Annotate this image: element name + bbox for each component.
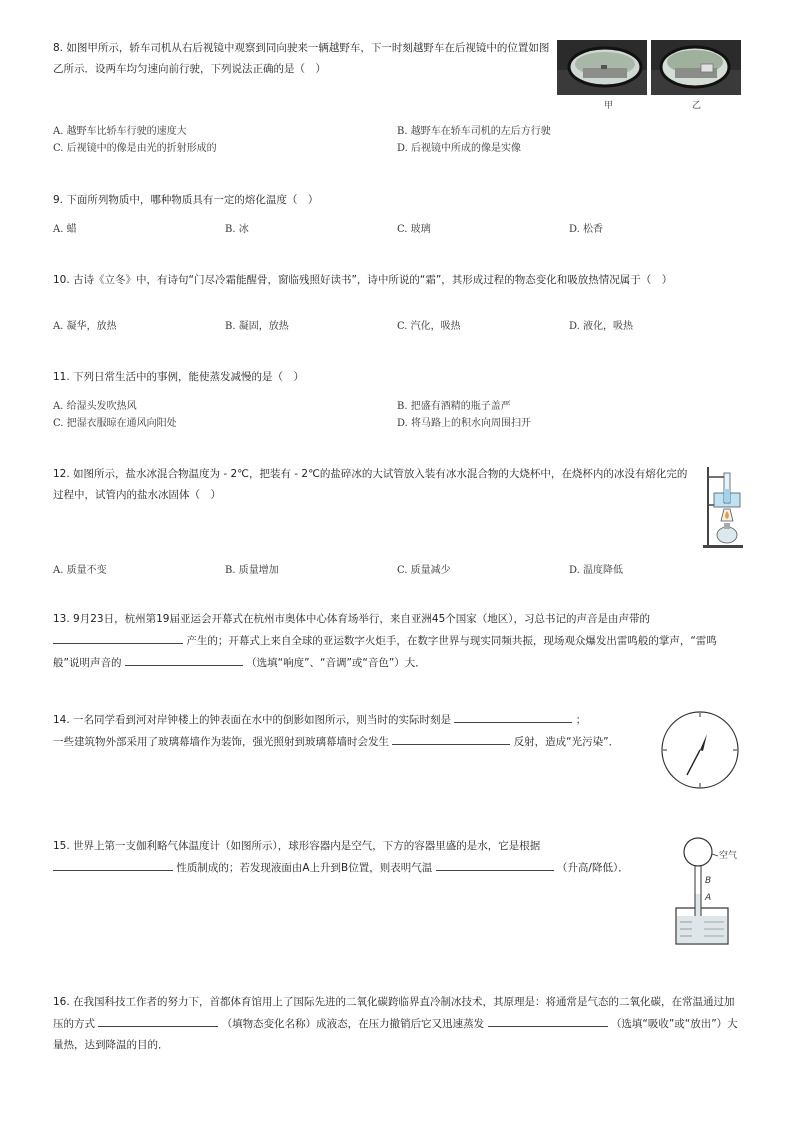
q15-text-1: 15. 世界上第一支伽利略气体温度计（如图所示），球形容器内是空气，下方的容器里盛的是水，它是根据 xyxy=(53,840,541,852)
figure-label-jia: 甲 xyxy=(604,101,614,111)
question-8-stem: 8. 如图甲所示，轿车司机从右后视镜中观察到同向驶来一辆越野车，下一时刻越野车在后视镜中的位置如图乙所示．设两车均匀速向前行驶，下列说法正确的是（ ） xyxy=(53,42,550,75)
q9-option-d[interactable]: D. 松香 xyxy=(569,224,604,235)
q11-option-d[interactable]: D. 将马路上的积水向周围扫开 xyxy=(397,418,532,429)
beaker-apparatus-figure xyxy=(700,465,745,550)
q10-option-a[interactable]: A. 凝华，放热 xyxy=(53,321,117,332)
q16-blank-1[interactable] xyxy=(98,1013,218,1027)
q10-option-d[interactable]: D. 液化，吸热 xyxy=(569,321,634,332)
q11-option-a[interactable]: A. 给湿头发吹热风 xyxy=(53,401,137,412)
q10-option-c[interactable]: C. 汽化，吸热 xyxy=(397,321,461,332)
q14-text-2: ； xyxy=(575,714,587,726)
question-9-stem: 9. 下面所列物质中，哪种物质具有一定的熔化温度（ ） xyxy=(53,194,319,206)
q13-text-3: （选填“响度”、“音调”或“音色”）大． xyxy=(246,657,426,669)
question-16-stem xyxy=(53,992,743,1056)
q13-blank-2[interactable] xyxy=(125,652,243,666)
q12-option-b[interactable]: B. 质量增加 xyxy=(225,565,279,576)
q9-option-c[interactable]: C. 玻璃 xyxy=(397,224,431,235)
q8-option-b[interactable]: B. 越野车在轿车司机的左后方行驶 xyxy=(397,126,551,137)
q8-option-a[interactable]: A. 越野车比轿车行驶的速度大 xyxy=(53,126,187,137)
question-15-stem xyxy=(53,836,663,879)
clock-reflection-figure xyxy=(659,709,741,791)
q13-text-2: 产生的；开幕式上来自全球的亚运数字火炬手，在数字世界与现实同频共振，现场观众爆发出雷鸣般的掌声，“雷鸣般”说明声音的 xyxy=(53,635,717,669)
q8-option-c[interactable]: C. 后视镜中的像是由光的折射形成的 xyxy=(53,143,217,154)
mirror-figure-yi xyxy=(651,40,741,95)
q15-text-3: （升高/降低）． xyxy=(556,862,629,874)
q12-option-c[interactable]: C. 质量减少 xyxy=(397,565,451,576)
question-14-stem xyxy=(53,709,653,753)
q12-option-a[interactable]: A. 质量不变 xyxy=(53,565,107,576)
question-11-stem: 11. 下列日常生活中的事例，能使蒸发减慢的是（ ） xyxy=(53,371,305,383)
q14-text-4: 反射，造成“光污染”． xyxy=(513,736,620,748)
q14-text-3: 一些建筑物外部采用了玻璃幕墙作为装饰，强光照射到玻璃幕墙时会发生 xyxy=(53,736,389,748)
label-air: 空气 xyxy=(719,851,738,861)
q16-text-1: 16. 在我国科技工作者的努力下，首都体育馆用上了国际先进的二氧化碳跨临界直冷制冰技术，其原理是：将通常是气态的二氧化碳，在常温通过加压的方式 xyxy=(53,996,735,1030)
label-a: A xyxy=(705,893,712,903)
q15-blank-2[interactable] xyxy=(436,857,554,871)
q16-blank-2[interactable] xyxy=(488,1013,608,1027)
figure-label-yi: 乙 xyxy=(692,101,702,111)
question-13-stem xyxy=(53,609,743,674)
q11-option-c[interactable]: C. 把湿衣服晾在通风向阳处 xyxy=(53,418,177,429)
q16-text-2: （填物态变化名称）成液态，在压力撤销后它又迅速蒸发 xyxy=(221,1018,485,1030)
q14-blank-2[interactable] xyxy=(392,731,510,745)
question-12-stem: 12. 如图所示，盐水冰混合物温度为 - 2℃，把装有 - 2℃的盐碎冰的大试管放入装有冰水混合物的大烧杯中，在烧杯内的冰没有熔化完的过程中，试管内的盐水冰固体（ ） xyxy=(53,468,688,501)
q11-option-b[interactable]: B. 把盛有酒精的瓶子盖严 xyxy=(397,401,511,412)
q13-text-1: 13. 9月23日，杭州第19届亚运会开幕式在杭州市奥体中心体育场举行，来自亚洲45个国家（地区），习总书记的声音是由声带的 xyxy=(53,613,651,625)
q8-option-d[interactable]: D. 后视镜中所成的像是实像 xyxy=(397,143,522,154)
q12-option-d[interactable]: D. 温度降低 xyxy=(569,565,624,576)
mirror-figure-jia xyxy=(557,40,647,95)
q13-blank-1[interactable] xyxy=(53,630,183,644)
question-10-stem: 10. 古诗《立冬》中，有诗句“门尽冷霜能醒骨，窗临残照好读书”，诗中所说的“霜”，其形成过程的物态变化和吸放热情况属于（ ） xyxy=(53,274,673,286)
q10-option-b[interactable]: B. 凝固，放热 xyxy=(225,321,289,332)
q14-blank-1[interactable] xyxy=(454,709,572,723)
q9-option-a[interactable]: A. 蜡 xyxy=(53,224,77,235)
q14-text-1: 14. 一名同学看到河对岸钟楼上的钟表面在水中的倒影如图所示，则当时的实际时刻是 xyxy=(53,714,452,726)
q15-text-2: 性质制成的；若发现液面由A上升到B位置，则表明气温 xyxy=(176,862,433,874)
q16-text-3: （选填“吸收”或“放出”）大量热，达到降温的目的． xyxy=(53,1018,738,1051)
q15-blank-1[interactable] xyxy=(53,857,173,871)
label-b: B xyxy=(705,876,712,886)
q9-option-b[interactable]: B. 冰 xyxy=(225,224,249,235)
